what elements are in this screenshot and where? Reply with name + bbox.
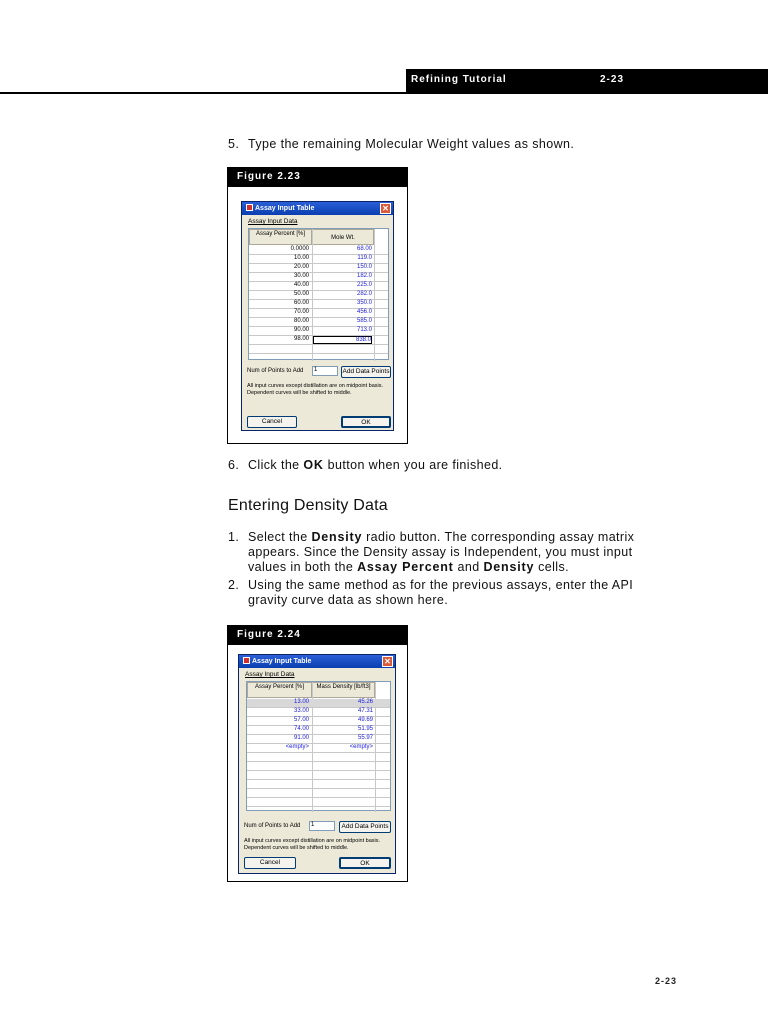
table-row[interactable]: 30.00 182.0 — [249, 273, 388, 282]
table-row[interactable]: 20.00 150.0 — [249, 264, 388, 273]
add-data-points-button[interactable]: Add Data Points — [341, 366, 391, 378]
dialog-title-bar — [242, 202, 393, 215]
table-row[interactable] — [249, 345, 388, 354]
table-row[interactable]: 0.0000 68.00 — [249, 246, 388, 255]
table-row[interactable]: 33.00 47.31 — [247, 708, 390, 717]
table-row[interactable]: <empty> <empty> — [247, 744, 390, 753]
dialog-title: Assay Input Table — [252, 658, 312, 665]
table-row[interactable]: 50.00 282.0 — [249, 291, 388, 300]
table-row[interactable]: 10.00 119.0 — [249, 255, 388, 264]
table-row[interactable] — [247, 771, 390, 780]
app-icon — [243, 657, 250, 664]
table-row[interactable]: 57.00 49.69 — [247, 717, 390, 726]
table-row[interactable]: 91.00 55.97 — [247, 735, 390, 744]
num-points-label: Num of Points to Add — [244, 823, 301, 829]
table-row[interactable] — [247, 798, 390, 807]
num-points-label: Num of Points to Add — [247, 368, 304, 374]
table-row[interactable]: 98.00 838.0 — [249, 336, 388, 345]
step-text: Select the Density radio button. The corresponding assay matrix appears. Since the Density assay is Independent, you must input values in both the Assay Percent and Density cells. — [248, 530, 635, 574]
cancel-button[interactable]: Cancel — [244, 857, 296, 869]
figure-label: Figure 2.23 — [228, 168, 407, 187]
figure-2-24 — [227, 625, 408, 882]
table-row[interactable]: 70.00 456.0 — [249, 309, 388, 318]
group-label: Assay Input Data — [248, 218, 298, 225]
section-title: Entering Density Data — [228, 497, 388, 514]
num-points-input[interactable]: 1 — [312, 366, 338, 376]
step-text: Type the remaining Molecular Weight values as shown. — [248, 137, 575, 151]
app-icon — [246, 204, 253, 211]
num-points-input[interactable]: 1 — [309, 821, 335, 831]
col-header-assay-percent: Assay Percent [%] — [247, 682, 312, 698]
close-icon[interactable]: ✕ — [380, 203, 391, 214]
assay-grid[interactable] — [246, 681, 391, 811]
table-row[interactable]: 40.00 225.0 — [249, 282, 388, 291]
table-row[interactable] — [247, 780, 390, 789]
midpoint-note: All input curves except distillation are on midpoint basis. Dependent curves will be shifted to middle. — [247, 383, 384, 396]
table-row[interactable]: 74.00 51.95 — [247, 726, 390, 735]
assay-input-dialog — [241, 201, 394, 431]
close-icon[interactable]: ✕ — [382, 656, 393, 667]
table-row[interactable]: 13.00 45.26 — [247, 699, 390, 708]
table-row[interactable]: 60.00 350.0 — [249, 300, 388, 309]
step-number: 5. — [228, 137, 240, 151]
footer-page-number: 2-23 — [655, 976, 678, 986]
table-row[interactable] — [247, 762, 390, 771]
header-rule — [0, 92, 768, 94]
header-page-number: 2-23 — [600, 74, 625, 85]
col-header-mole-wt: Mole Wt. — [312, 229, 374, 245]
assay-grid[interactable] — [248, 228, 389, 360]
step-text: Click the OK button when you are finished. — [248, 458, 503, 472]
midpoint-note: All input curves except distillation are on midpoint basis. Dependent curves will be shifted to middle. — [244, 838, 381, 851]
header-title: Refining Tutorial — [411, 74, 507, 85]
add-data-points-button[interactable]: Add Data Points — [339, 821, 391, 833]
step-number: 1. — [228, 530, 240, 544]
step-number: 2. — [228, 578, 240, 592]
table-row[interactable] — [247, 789, 390, 798]
table-row[interactable]: 90.00 713.0 — [249, 327, 388, 336]
group-label: Assay Input Data — [245, 671, 295, 678]
ok-button[interactable]: OK — [339, 857, 391, 869]
step-text: Using the same method as for the previous assays, enter the API gravity curve data as shown here. — [248, 578, 634, 607]
dialog-title-bar — [239, 655, 395, 668]
col-header-mass-density: Mass Density [lb/ft3] — [312, 682, 375, 698]
figure-label: Figure 2.24 — [228, 626, 407, 645]
figure-2-23 — [227, 167, 408, 444]
step-number: 6. — [228, 458, 240, 472]
table-row[interactable] — [247, 753, 390, 762]
table-row[interactable]: 80.00 585.0 — [249, 318, 388, 327]
dialog-title: Assay Input Table — [255, 205, 315, 212]
ok-button[interactable]: OK — [341, 416, 391, 428]
col-header-assay-percent: Assay Percent [%] — [249, 229, 312, 245]
cancel-button[interactable]: Cancel — [247, 416, 297, 428]
assay-input-dialog — [238, 654, 396, 874]
